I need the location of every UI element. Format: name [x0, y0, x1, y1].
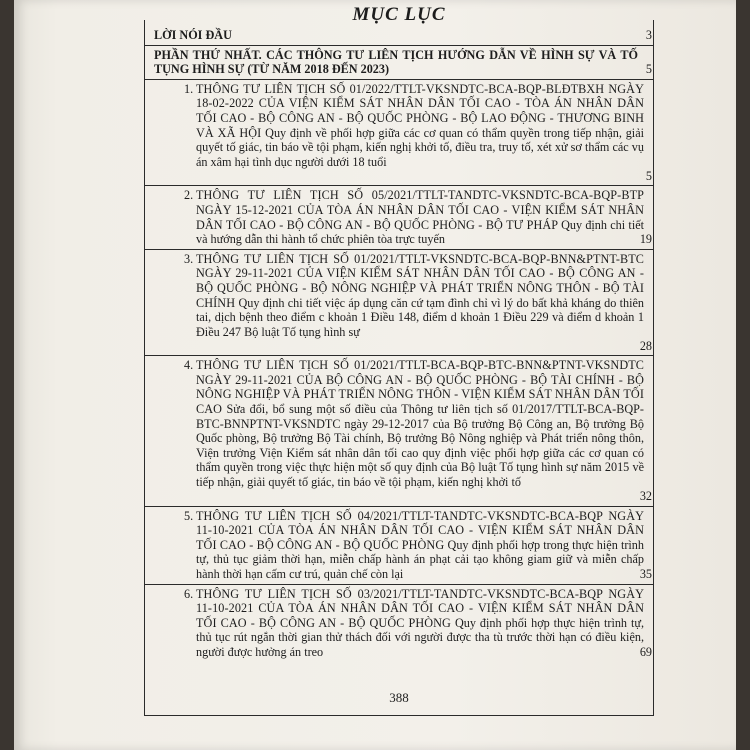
item-page: 19: [639, 232, 652, 247]
toc-entry-text: PHẦN THỨ NHẤT. CÁC THÔNG TƯ LIÊN TỊCH HƯỚNG DẪN VỀ HÌNH SỰ VÀ TỐ TỤNG HÌNH SỰ (TỪ NĂM 2018 ĐẾN 2023): [154, 47, 638, 77]
item-number: 2.: [184, 188, 194, 203]
item-description: Quy định chi tiết và hướng dẫn thi hành tổ chức phiên tòa trực tuyến: [196, 217, 644, 247]
item-title: THÔNG TƯ LIÊN TỊCH SỐ 01/2022/TTLT-VKSNDTC-BCA-BQP-BLĐTBXH NGÀY 18-02-2022 CỦA VIỆN KIỂM SÁT NHÂN DÂN TỐI CAO - TÒA ÁN NHÂN DÂN TỐI CAO - BỘ CÔNG AN - BỘ QUỐC PHÒNG - BỘ LAO ĐỘNG - THƯƠNG BINH VÀ XÃ HỘI: [196, 81, 644, 140]
item-description: Quy định về phối hợp giữa các cơ quan có thẩm quyền trong tiếp nhận, giải quyết tố giác, tin báo về tội phạm, kiến nghị khởi tố, điều tra, truy tố, xét xử sơ thẩm các vụ án xâm hại tình dục người dưới 18 tuổi: [196, 125, 644, 169]
toc-entry-text: LỜI NÓI ĐẦU: [154, 28, 232, 42]
toc-list: [154, 28, 652, 660]
toc-entry-page: 3: [645, 28, 652, 42]
toc-entry-page: 5: [645, 62, 652, 77]
item-title: THÔNG TƯ LIÊN TỊCH SỐ 04/2021/TTLT-TANDTC-VKSNDTC-BCA-BQP NGÀY 11-10-2021 CỦA TÒA ÁN NHÂN DÂN TỐI CAO - VIỆN KIỂM SÁT NHÂN DÂN TỐI CAO - BỘ CÔNG AN - BỘ QUỐC PHÒNG: [196, 508, 644, 552]
divider: [144, 584, 654, 585]
item-page: 69: [639, 644, 652, 659]
item-title: THÔNG TƯ LIÊN TỊCH SỐ 01/2021/TTLT-BCA-BQP-BTC-BNN&PTNT-VKSNDTC NGÀY 29-11-2021 CỦA BỘ CÔNG AN - BỘ QUỐC PHÒNG - BỘ TÀI CHÍNH - BỘ NÔNG NGHIỆP VÀ PHÁT TRIỂN NÔNG THÔN - VIỆN KIỂM SÁT NHÂN DÂN TỐI CAO: [196, 358, 644, 417]
divider: [144, 79, 654, 80]
toc-title: MỤC LỤC: [352, 4, 446, 25]
item-page: 5: [645, 168, 652, 183]
item-page: 35: [639, 567, 652, 581]
item-description: Quy định phối hợp thực hiện trình tự, thủ tục rút ngắn thời gian thử thách đối với người được tha tù trước thời hạn có điều kiện, người được hưởng án treo: [196, 615, 644, 659]
toc-item-6[interactable]: [154, 586, 652, 660]
item-number: 5.: [184, 508, 194, 523]
item-number: 3.: [184, 251, 194, 266]
page-number: 388: [389, 690, 409, 705]
toc-item-1[interactable]: [154, 81, 652, 183]
divider: [144, 506, 654, 507]
divider: [144, 355, 654, 356]
item-number: 6.: [184, 586, 194, 601]
item-description: Quy định chi tiết việc áp dụng căn cứ tạm đình chỉ vì lý do bất khả kháng do thiên tai, dịch bệnh theo điểm c khoản 1 Điều 148, điểm d khoản 1 Điều 229 và điểm d khoản 1 Điều 247 Bộ luật Tố tụng hình sự: [196, 295, 644, 339]
toc-item-3[interactable]: [154, 251, 652, 353]
item-title: THÔNG TƯ LIÊN TỊCH SỐ 05/2021/TTLT-TANDTC-VKSNDTC-BCA-BQP-BTP NGÀY 15-12-2021 CỦA TÒA ÁN NHÂN DÂN TỐI CAO - VIỆN KIỂM SÁT NHÂN DÂN TỐI CAO - BỘ CÔNG AN - BỘ QUỐC PHÒNG - BỘ TƯ PHÁP: [196, 188, 644, 232]
divider: [144, 249, 654, 250]
item-title: THÔNG TƯ LIÊN TỊCH SỐ 01/2021/TTLT-VKSNDTC-BCA-BQP-BNN&PTNT-BTC NGÀY 29-11-2021 CỦA VIỆN KIỂM SÁT NHÂN DÂN TỐI CAO - BỘ CÔNG AN - BỘ QUỐC PHÒNG - BỘ NÔNG NGHIỆP VÀ PHÁT TRIỂN NÔNG THÔN - BỘ TÀI CHÍNH: [196, 251, 644, 310]
item-number: 1.: [184, 81, 194, 96]
book-page: [14, 0, 736, 750]
item-number: 4.: [184, 358, 194, 373]
toc-item-5[interactable]: [154, 508, 652, 582]
divider: [144, 185, 654, 186]
toc-item-2[interactable]: [154, 188, 652, 247]
item-description: Quy định phối hợp trong thực hiện trình tự, thủ tục giảm thời hạn, miễn chấp hành án phạt cải tạo không giam giữ và miễn chấp hành thời hạn cấm cư trú, quản chế còn lại: [196, 537, 644, 581]
toc-item-4[interactable]: [154, 358, 652, 504]
item-title: THÔNG TƯ LIÊN TỊCH SỐ 03/2021/TTLT-TANDTC-VKSNDTC-BCA-BQP NGÀY 11-10-2021 CỦA TÒA ÁN NHÂN DÂN TỐI CAO - VIỆN KIỂM SÁT NHÂN DÂN TỐI CAO - BỘ CÔNG AN - BỘ QUỐC PHÒNG: [196, 586, 644, 630]
toc-entry-part-one[interactable]: [154, 47, 652, 77]
item-page: 32: [639, 489, 652, 504]
divider: [144, 45, 654, 46]
item-description: Sửa đổi, bổ sung một số điều của Thông tư liên tịch số 01/2017/TTLT-BCA-BQP-BTC-BNNPTNT-VKSNDTC ngày 29-12-2017 của Bộ trưởng Bộ Công an, Bộ trưởng Bộ Quốc phòng, Bộ trưởng Bộ Tài chính, Bộ trưởng Bộ Nông nghiệp và Phát triển nông thôn, Viện trưởng Viện Kiểm sát nhân dân tối cao quy định việc phối hợp giữa các cơ quan có thẩm quyền trong việc thực hiện một số quy định của Bộ luật Tố tụng hình sự năm 2015 về tiếp nhận, giải quyết tố giác, tin báo về tội phạm, kiến nghị khởi tố: [196, 402, 644, 490]
toc-entry-preface[interactable]: [154, 28, 652, 43]
item-page: 28: [639, 338, 652, 353]
